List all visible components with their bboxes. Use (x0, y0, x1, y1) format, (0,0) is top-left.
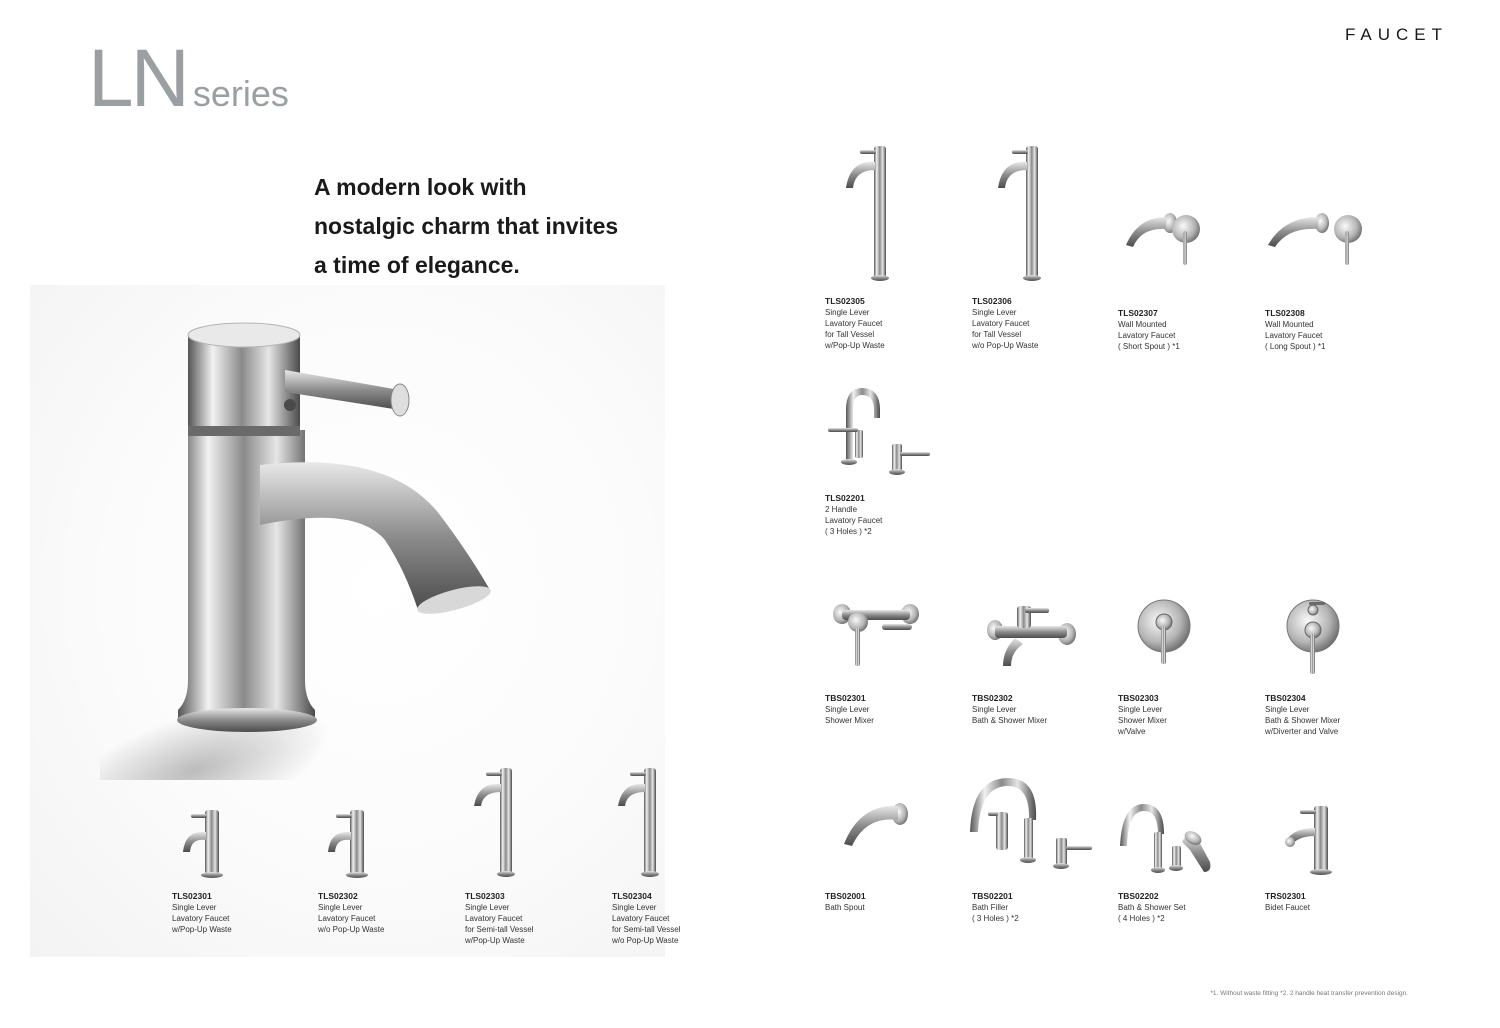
tls02302-code: TLS02302 (318, 891, 358, 901)
tls02308-image (1264, 205, 1364, 270)
tbs02201-code: TBS02201 (972, 891, 1013, 901)
bath-filler-icon (970, 778, 1092, 869)
tbs02202-image (1116, 800, 1216, 878)
trs02301-description: Bidet Faucet (1265, 903, 1310, 912)
category-label: FAUCET (1344, 25, 1448, 44)
tbs02301-image (830, 598, 922, 673)
tls02304-image (612, 762, 672, 880)
tls02307-description: Wall Mounted Lavatory Faucet ( Short Spout ) *1 (1118, 320, 1180, 351)
series-title-small: series (192, 73, 289, 114)
tls02304-code: TLS02304 (612, 891, 652, 901)
tagline-line-2: nostalgic charm that invites (314, 213, 619, 239)
tls02306-code: TLS02306 (972, 296, 1012, 306)
bath-shower-mixer-icon (987, 606, 1076, 666)
hero-faucet-image (100, 300, 520, 780)
tbs02201-image (966, 772, 1094, 870)
shower-mixer-icon (833, 604, 919, 666)
tall-basin-faucet-icon (846, 146, 889, 281)
tls02302-image (320, 800, 380, 880)
tls02201-code: TLS02201 (825, 493, 865, 503)
tbs02304-code: TBS02304 (1265, 693, 1306, 703)
tall-basin-faucet-icon (998, 146, 1041, 281)
tbs02301-description: Single Lever Shower Mixer (825, 705, 874, 725)
semi-tall-basin-faucet-icon (474, 768, 515, 877)
bidet-faucet-icon (1285, 806, 1332, 875)
tls02306-image (992, 140, 1052, 285)
tls02305-image (840, 140, 900, 285)
tls02303-code: TLS02303 (465, 891, 505, 901)
tagline-line-3: a time of elegance. (314, 252, 520, 278)
tls02307-image (1118, 205, 1213, 270)
tbs02304-description: Single Lever Bath & Shower Mixer w/Diverter and Valve (1265, 705, 1341, 736)
tbs02303-description: Single Lever Shower Mixer w/Valve (1118, 705, 1167, 736)
tls02306-description: Single Lever Lavatory Faucet for Tall Vessel w/o Pop-Up Waste (972, 308, 1039, 350)
tls02305-description: Single Lever Lavatory Faucet for Tall Vessel w/Pop-Up Waste (825, 308, 885, 350)
tbs02303-image (1134, 594, 1194, 666)
series-title (88, 33, 289, 124)
trs02301-code: TRS02301 (1265, 891, 1306, 901)
tagline-line-1: A modern look with (314, 174, 527, 200)
tls02308-description: Wall Mounted Lavatory Faucet ( Long Spout ) *1 (1265, 320, 1326, 351)
concealed-diverter-valve-icon (1287, 600, 1339, 674)
wall-mounted-faucet-icon (1126, 213, 1200, 265)
tbs02302-code: TBS02302 (972, 693, 1013, 703)
tls02302-description: Single Lever Lavatory Faucet w/o Pop-Up Waste (318, 903, 385, 934)
series-title-big: LN (88, 33, 187, 124)
tbs02301-code: TBS02301 (825, 693, 866, 703)
tls02301-image (175, 800, 235, 880)
tls02304-description: Single Lever Lavatory Faucet for Semi-tall Vessel w/o Pop-Up Waste (612, 903, 681, 945)
hero-faucet-icon (100, 323, 493, 780)
short-basin-faucet-icon (328, 810, 368, 878)
tls02201-image (822, 382, 932, 477)
tagline (314, 168, 618, 285)
tbs02304-image (1283, 594, 1343, 676)
tls02301-description: Single Lever Lavatory Faucet w/Pop-Up Waste (172, 903, 232, 934)
tbs02302-description: Single Lever Bath & Shower Mixer (972, 705, 1048, 725)
tls02308-code: TLS02308 (1265, 308, 1305, 318)
tbs02001-image (838, 798, 910, 856)
tls02301-code: TLS02301 (172, 891, 212, 901)
trs02301-image (1278, 798, 1344, 878)
tbs02302-image (985, 600, 1080, 672)
tls02201-description: 2 Handle Lavatory Faucet ( 3 Holes ) *2 (825, 505, 883, 536)
tls02307-code: TLS02307 (1118, 308, 1158, 318)
bath-shower-set-icon (1120, 804, 1210, 873)
concealed-valve-icon (1138, 600, 1190, 664)
bath-spout-icon (844, 803, 908, 846)
tbs02201-description: Bath Filler ( 3 Holes ) *2 (972, 903, 1019, 923)
tbs02001-code: TBS02001 (825, 891, 866, 901)
tbs02202-description: Bath & Shower Set ( 4 Holes ) *2 (1118, 903, 1186, 923)
tbs02303-code: TBS02303 (1118, 693, 1159, 703)
tbs02001-description: Bath Spout (825, 903, 865, 912)
tls02303-description: Single Lever Lavatory Faucet for Semi-tall Vessel w/Pop-Up Waste (465, 903, 534, 945)
tls02305-code: TLS02305 (825, 296, 865, 306)
tls02303-image (468, 762, 528, 880)
wall-mounted-faucet-icon (1268, 213, 1362, 265)
two-handle-faucet-icon (828, 388, 930, 475)
short-basin-faucet-icon (183, 810, 223, 878)
footnote: *1. Without waste fitting *2. 2 handle heat transfer prevention design. (1210, 990, 1408, 997)
tbs02202-code: TBS02202 (1118, 891, 1159, 901)
semi-tall-basin-faucet-icon (618, 768, 659, 877)
